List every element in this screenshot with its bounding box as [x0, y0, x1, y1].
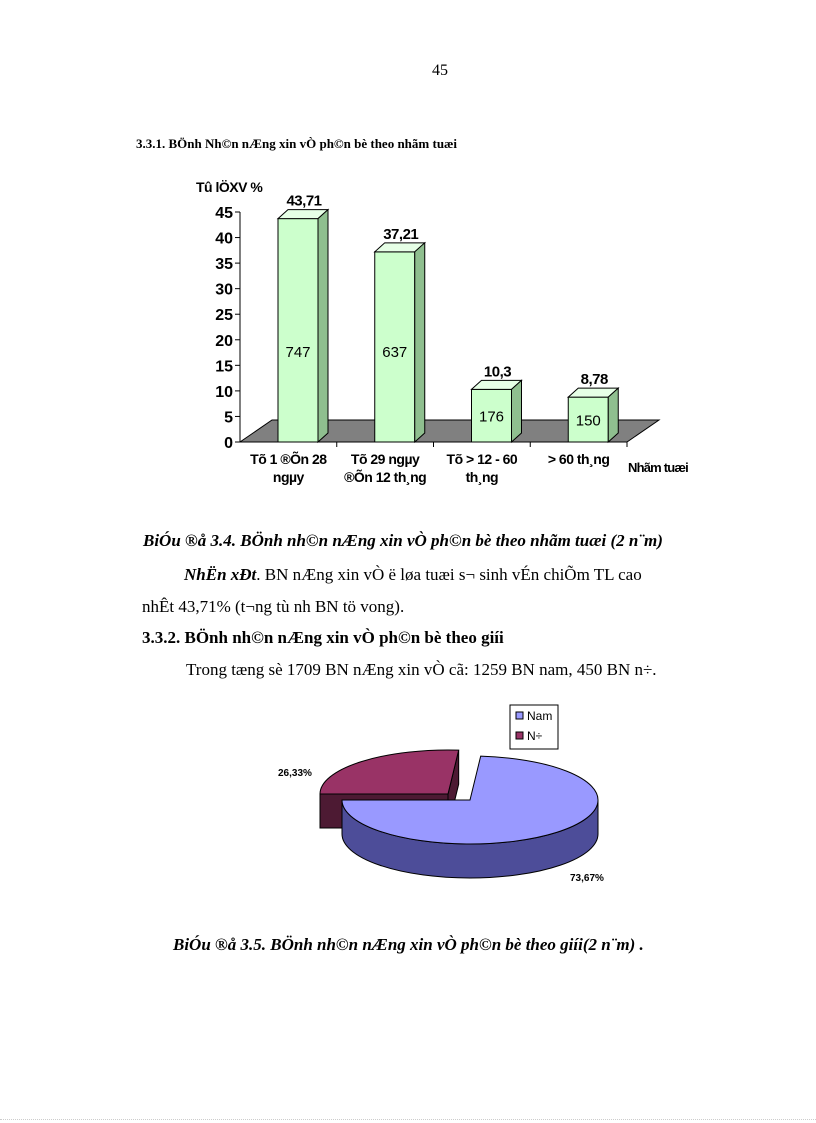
pie-slice-female: [320, 750, 459, 794]
y-tick-label: 0: [224, 435, 233, 452]
bar-value-label: 37,21: [383, 225, 419, 243]
bar-value-label: 43,71: [286, 192, 322, 210]
bar-side: [512, 380, 522, 442]
comment-text: . BN nÆng xin vÒ ë løa tuæi s¬ sinh vÉn chiÕm TL cao: [256, 565, 642, 584]
bar-count-label: 637: [382, 344, 408, 361]
bar: [278, 219, 318, 442]
section-heading-gender: 3.3.2. BÖnh nh©n nÆng xin vÒ ph©n bè theo giíi: [142, 628, 504, 647]
bar-side: [608, 388, 618, 442]
y-tick-label: 25: [215, 307, 233, 325]
legend-label: Nam: [527, 709, 553, 723]
x-category-label: ngµy: [272, 469, 304, 485]
y-tick-label: 35: [215, 256, 233, 274]
legend-label: N÷: [527, 729, 543, 743]
bar-count-label: 150: [575, 412, 601, 430]
comment-lead: NhËn xÐt: [184, 565, 257, 584]
bar-count-label: 176: [478, 408, 505, 426]
figure-caption-3-5: BiÓu ®å 3.5. BÖnh nh©n nÆng xin vÒ ph©n bè theo giíi(2 n¨m) .: [173, 935, 644, 954]
y-tick-label: 5: [224, 409, 233, 427]
legend-swatch: [516, 712, 523, 719]
y-tick-label: 10: [215, 383, 233, 401]
section-heading-age: 3.3.1. BÖnh Nh©n nÆng xin vÒ ph©n bè theo nhãm tuæi: [136, 136, 458, 151]
paragraph-comment-line2: nhÊt 43,71% (t¬ng tù nh BN tö vong).: [142, 597, 405, 616]
age-bar-chart: [190, 176, 710, 506]
figure-caption-3-4: BiÓu ®å 3.4. BÖnh nh©n nÆng xin vÒ ph©n bè theo nhãm tuæi (2 n¨m): [143, 531, 663, 550]
bar-value-label: 10,3: [483, 363, 512, 381]
pie-label-male: 73,67%: [570, 873, 604, 884]
y-tick-label: 20: [215, 332, 233, 350]
bar-value-label: 8,78: [580, 371, 608, 389]
x-category-label: > 60 th¸ng: [547, 451, 610, 467]
x-category-label: Tõ 29 ngµy: [350, 451, 420, 467]
y-axis-label: Tû lÖXV %: [196, 179, 263, 195]
y-tick-label: 30: [215, 281, 233, 299]
y-tick-label: 40: [215, 230, 233, 248]
paragraph-comment-line1: [184, 565, 642, 585]
y-tick-label: 45: [215, 205, 233, 222]
bar-side: [318, 210, 328, 442]
x-category-label: Tõ 1 ®Õn 28: [250, 451, 327, 467]
page-bottom-rule: [0, 1119, 816, 1120]
x-category-label: Tõ > 12 - 60: [446, 451, 518, 467]
x-axis-label: Nhãm tuæi: [628, 460, 688, 475]
x-category-label: ®Õn 12 th¸ng: [344, 469, 427, 485]
y-tick-label: 15: [215, 358, 233, 376]
legend-swatch: [516, 732, 523, 739]
gender-total-text: Trong tæng sè 1709 BN nÆng xin vÒ cã: 1259 BN nam, 450 BN n÷.: [186, 660, 657, 679]
x-category-label: th¸ng: [465, 469, 499, 485]
bar-count-label: 747: [285, 344, 311, 361]
gender-pie-chart: [250, 700, 650, 900]
page-number: 45: [432, 62, 448, 79]
bar-side: [415, 243, 425, 442]
pie-label-female: 26,33%: [278, 768, 312, 779]
